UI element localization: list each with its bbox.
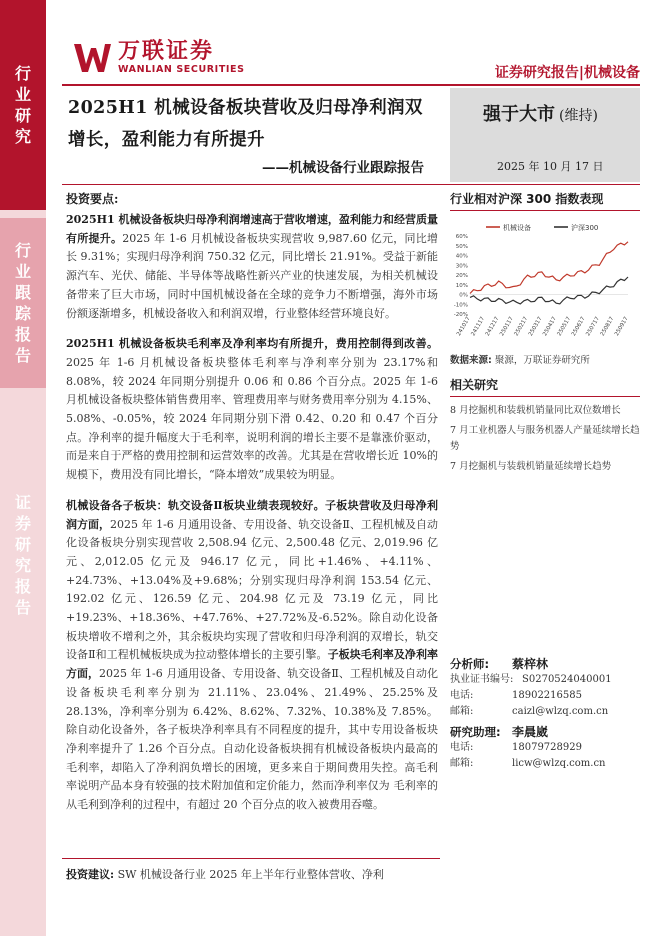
assistant-email[interactable]: licw@wlzq.com.cn xyxy=(512,758,606,769)
analyst-phone: 18902216585 xyxy=(512,690,582,701)
assistant-phone-label: 电话: xyxy=(450,742,474,753)
related-item[interactable]: 7 月工业机器人与服务机器人产量延续增长趋势 xyxy=(450,425,640,452)
report-date: 2025 年 10 月 17 日 xyxy=(497,160,604,173)
y-tick-label: 40% xyxy=(455,253,468,260)
wanlian-logo-icon xyxy=(72,42,112,74)
related-title: 相关研究 xyxy=(450,376,640,397)
x-tick-label: 241017 xyxy=(456,316,472,338)
left-side-band xyxy=(0,0,46,936)
assistant-label: 研究助理: xyxy=(450,725,501,739)
x-tick-label: 250317 xyxy=(527,316,544,338)
related-item[interactable]: 8 月挖掘机和装载机销量同比双位数增长 xyxy=(450,405,621,416)
brand-name-en: WANLIAN SECURITIES xyxy=(118,64,245,75)
cert-label: 执业证书编号: xyxy=(450,674,514,685)
paragraph-2-lead: 2025H1 机械设备板块毛利率及净利率均有所提升，费用控制得到改善。 xyxy=(66,337,438,351)
brand-logo xyxy=(72,40,245,75)
y-tick-label: 60% xyxy=(455,234,468,240)
data-source xyxy=(450,352,590,366)
x-tick-label: 250917 xyxy=(614,316,630,338)
analyst-info xyxy=(450,656,640,772)
relative-performance-chart xyxy=(450,218,640,348)
paragraph-1 xyxy=(66,211,438,323)
assistant-name: 李晨崴 xyxy=(512,725,549,739)
email-label: 邮箱: xyxy=(450,706,474,717)
title-line-1: 2025H1 机械设备板块营收及归母净利润双 xyxy=(68,98,423,118)
analyst-name: 蔡梓林 xyxy=(512,657,549,671)
side-label-securities-report: 证 券 研 究 报 告 xyxy=(14,493,31,617)
assistant-phone: 18079728929 xyxy=(512,742,582,753)
x-tick-label: 250117 xyxy=(499,316,515,338)
series-line xyxy=(470,277,628,304)
paragraph-3-lead: 机械设备各子板块：轨交设备Ⅱ板块业绩表现较好。子板块营收及归母净利润方面， xyxy=(66,498,438,531)
x-tick-label: 250517 xyxy=(556,316,573,338)
y-tick-label: -20% xyxy=(453,312,468,318)
y-tick-label: 20% xyxy=(455,273,468,279)
y-tick-label: 10% xyxy=(455,282,468,289)
chart-header xyxy=(450,190,640,211)
industry-rating xyxy=(483,100,598,126)
related-research xyxy=(450,376,640,479)
x-tick-label: 250417 xyxy=(542,316,558,338)
cert-number: S0270524040001 xyxy=(522,674,612,685)
rating-note: (维持) xyxy=(559,108,598,124)
related-item[interactable]: 7 月挖掘机与装载机销量延续增长趋势 xyxy=(450,461,612,472)
paragraph-1-lead: 2025H1 机械设备板块归母净利润增速高于营收增速，盈利能力和经营质量有所提升。 xyxy=(66,213,438,245)
series-line xyxy=(470,242,628,294)
paragraph-3-body-2: 2025 年 1-6 月通用设备、专用设备、轨交设备Ⅱ、工程机械及自动化设备板块毛利率分别为 21.11%、23.04%、21.49%、25.25%及 28.13%，净利率分别为 6.42%、8.62%、7.32%、10.38%及 7.85%。除自动化设备外，各子板块净利率具有不同程度的提升，其中专用设备板块净利率提升了 1.26 个百分点。自动化设备板块拥有机械设备板块内最高的毛利率，却陷入了净利润负增长的困境，更多来自于期间费用失控。高毛利率说明产品本身有较强的技术附加值和定价能力，然而净利率仅为 毛利率的 从毛利到净利的过程中，有超过 20 个百分点的收入被费用吞噬。 xyxy=(66,667,438,812)
analyst-label: 分析师: xyxy=(450,657,490,671)
x-tick-label: 250217 xyxy=(513,316,530,338)
source-label: 数据来源: xyxy=(450,355,492,366)
brand-name-cn: 万联证券 xyxy=(118,39,215,64)
title-divider xyxy=(62,184,640,185)
phone-label: 电话: xyxy=(450,690,474,701)
investment-suggestion xyxy=(66,866,438,884)
x-tick-label: 250817 xyxy=(599,316,616,338)
rating-value: 强于大市 xyxy=(483,104,555,125)
x-tick-label: 241117 xyxy=(470,316,487,338)
assistant-email-label: 邮箱: xyxy=(450,758,474,769)
chart-title: 行业相对沪深 300 指数表现 xyxy=(450,190,640,211)
analyst-email[interactable]: caizl@wlzq.com.cn xyxy=(512,706,609,717)
suggestion-divider xyxy=(62,858,440,859)
suggestion-label: 投资建议: xyxy=(66,868,115,881)
side-label-industry-research: 行 业 研 究 xyxy=(0,0,46,210)
y-tick-label: -10% xyxy=(453,302,468,309)
report-category: 证券研究报告|机械设备 xyxy=(494,65,640,81)
header-divider xyxy=(62,84,640,86)
paragraph-3-lead-2: 子板块毛利率及净利率方面， xyxy=(66,648,438,681)
section-title: 投资要点: xyxy=(66,192,119,206)
investment-highlights xyxy=(66,190,438,827)
source-text: 聚源，万联证券研究所 xyxy=(494,355,590,366)
y-tick-label: 30% xyxy=(455,263,468,270)
side-label-industry-tracking: 行 业 跟 踪 报 告 xyxy=(0,218,46,388)
paragraph-2 xyxy=(66,335,438,485)
y-tick-label: 50% xyxy=(455,243,468,250)
legend-label: 机械设备 xyxy=(503,224,531,232)
paragraph-3-body: 2025 年 1-6 月通用设备、专用设备、轨交设备Ⅱ、工程机械及自动化设备板块分别实现营收 2,508.94 亿元、2,500.48 亿元、2,019.96 亿元、2,012.05 亿元及 946.17 亿元，同比+1.46%、+4.11%、+24.73%、+13.04%及+9.68%；分别实现归母净利润 153.54 亿元、192.02 亿元、126.59 亿元、204.98 亿元及 73.19 亿元，同比+19.23%、+18.36%、+47.76%、+27.72%及-6.52%。除自动化设备板块增收不增利之外，其余板块均实现了营收和归母净利润的双增长，轨交设备Ⅱ和工程机械板块成为拉动整体增长的主要引擎。 xyxy=(66,517,438,662)
paragraph-2-body: 2025 年 1-6 月机械设备板块整体毛利率与净利率分别为 23.17%和 8.08%，较 2024 年同期分别提升 0.06 和 0.86 个百分点。2025 年 1-6 月机械设备板块整体销售费用率、管理费用率与财务费用率分别为 4.15%、5.08%、-0.05%，较 2024 年同期分别下滑 0.42、0.20 和 0.47 个百分点。净利率的提升幅度大于毛利率，说明利润的增长主要不是靠涨价驱动，而是来自于严格的费用控制和运营效率的改善。尤其是在营收增长近 10%的规模下，费用没有同比增长，“降本增效”成果较为明显。 xyxy=(66,355,438,482)
paragraph-3 xyxy=(66,497,438,815)
title-line-2: 增长，盈利能力有所提升 xyxy=(68,130,265,150)
paragraph-1-body: 2025 年 1-6 月机械设备板块实现营收 9,987.60 亿元，同比增长 9.31%；实现归母净利润 750.32 亿元，同比增长 21.91%。受益于新能源汽车、光伏、储能、半导体等战略性新兴产业的快速发展，为相关机械设备带来了巨大市场，同时中国机械设备在全球的竞争力不断增强，海外市场份额逐渐增多，机械设备收入和利润双增，行业整体经营环境良好。 xyxy=(66,231,438,320)
y-tick-label: 0% xyxy=(459,292,468,299)
report-title xyxy=(68,92,440,156)
report-subtitle: ——机械设备行业跟踪报告 xyxy=(262,160,424,176)
x-tick-label: 250617 xyxy=(570,316,587,338)
legend-label: 沪深300 xyxy=(571,224,599,232)
x-tick-label: 250717 xyxy=(585,316,602,338)
x-tick-label: 241217 xyxy=(484,316,501,338)
suggestion-text: SW 机械设备行业 2025 年上半年行业整体营收、净利 xyxy=(117,868,384,881)
